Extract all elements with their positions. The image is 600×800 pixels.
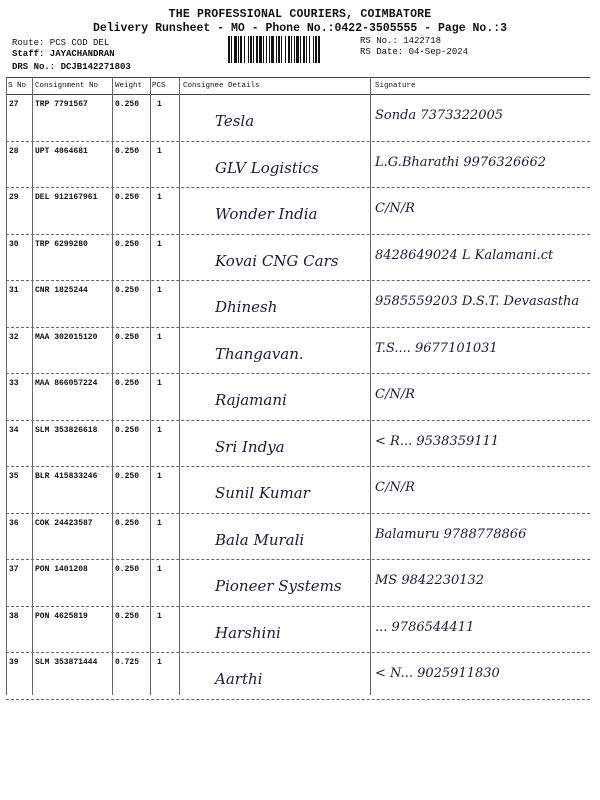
row-weight: 0.250 (115, 146, 140, 156)
row-signature: ... 9786544411 (375, 619, 475, 635)
row-signature: T.S.... 9677101031 (375, 340, 498, 356)
row-pcs: 1 (157, 146, 162, 156)
row-signature: 9585559203 D.S.T. Devasastha (375, 294, 580, 309)
col-rule (32, 77, 33, 695)
row-divider (6, 373, 590, 374)
row-consignee: Wonder India (215, 205, 318, 223)
row-divider (6, 466, 590, 467)
row-sno: 34 (9, 425, 19, 435)
col-consignment: Consignment No (35, 82, 99, 90)
row-sno: 35 (9, 472, 19, 481)
row-consignment-no: BLR 415833246 (35, 472, 98, 481)
row-consignee: Bala Murali (215, 530, 305, 549)
row-consignment-no: CNR 1825244 (35, 286, 88, 295)
barcode-bar (250, 36, 252, 63)
staff-label: Staff: JAYACHANDRAN (12, 49, 115, 59)
row-consignee: Kovai CNG Cars (215, 251, 339, 270)
row-sno: 38 (9, 611, 19, 621)
table-header (0, 78, 600, 94)
barcode-bar (315, 36, 317, 63)
row-weight: 0.250 (115, 239, 140, 249)
row-sno: 28 (9, 146, 19, 156)
row-signature: < N... 9025911830 (375, 666, 500, 681)
col-sno: S No (8, 82, 27, 90)
row-sno: 30 (9, 239, 19, 249)
row-sno: 37 (9, 565, 19, 574)
row-weight: 0.250 (115, 193, 140, 202)
barcode-bar (269, 36, 270, 63)
barcode-bar (313, 36, 314, 63)
row-divider (6, 234, 590, 235)
rs-date: RS Date: 04-Sep-2024 (360, 47, 469, 57)
barcode-bar (238, 36, 239, 63)
barcode-bar (234, 36, 237, 63)
col-signature: Signature (375, 82, 416, 90)
barcode-bar (309, 36, 310, 63)
row-consignee: Sri Indya (215, 437, 285, 456)
row-sno: 33 (9, 379, 19, 388)
row-consignment-no: MAA 866057224 (35, 379, 98, 388)
row-consignee: Harshini (215, 623, 281, 642)
row-pcs: 1 (157, 425, 162, 435)
row-consignment-no: TRP 7791567 (35, 100, 88, 109)
route-label: Route: PCS COD DEL (12, 38, 110, 48)
barcode-bar (263, 36, 264, 63)
row-weight: 0.250 (115, 379, 140, 388)
row-pcs: 1 (157, 658, 162, 667)
col-rule (150, 77, 151, 695)
barcode-bar (303, 36, 305, 63)
barcode-bar (278, 36, 280, 63)
row-signature: < R... 9538359111 (375, 433, 500, 449)
barcode-bar (253, 36, 254, 63)
row-consignment-no: PON 1401208 (35, 565, 88, 574)
barcode-bar (266, 36, 267, 63)
row-consignee: Pioneer Systems (215, 577, 342, 595)
rs-number: RS No.: 1422718 (360, 36, 442, 46)
row-sno: 29 (9, 193, 19, 202)
row-consignment-no: MAA 302015120 (35, 332, 98, 342)
row-signature: C/N/R (375, 480, 415, 495)
drs-number: DRS No.: DCJB142271803 (12, 62, 131, 72)
row-consignment-no: SLM 353871444 (35, 658, 98, 667)
row-signature: 8428649024 L Kalamani.ct (375, 247, 554, 263)
row-weight: 0.250 (115, 611, 140, 621)
barcode-bar (285, 36, 286, 63)
barcode-bar (281, 36, 282, 63)
row-sno: 39 (9, 658, 19, 667)
row-consignee: Sunil Kumar (215, 484, 310, 502)
row-pcs: 1 (157, 518, 162, 528)
row-weight: 0.725 (115, 658, 140, 667)
barcode-bar (244, 36, 245, 63)
row-pcs: 1 (157, 472, 162, 481)
row-consignment-no: DEL 912167961 (35, 193, 98, 202)
barcode-bar (294, 36, 295, 63)
barcode-bar (288, 36, 290, 63)
row-consignment-no: TRP 6299280 (35, 239, 88, 249)
row-consignee: Dhinesh (215, 298, 278, 316)
barcode-bar (276, 36, 277, 63)
barcode-bar (306, 36, 307, 63)
row-pcs: 1 (157, 100, 162, 109)
row-consignment-no: SLM 353826618 (35, 425, 98, 435)
row-divider (6, 141, 590, 142)
col-consignee: Consignee Details (183, 82, 260, 90)
col-rule (6, 77, 7, 695)
row-consignment-no: PON 4625819 (35, 611, 88, 621)
barcode-bar (296, 36, 299, 63)
row-divider (6, 513, 590, 514)
row-pcs: 1 (157, 239, 162, 249)
row-signature: Sonda 7373322005 (375, 108, 504, 123)
row-consignee: GLV Logistics (215, 158, 319, 177)
row-divider (6, 280, 590, 281)
row-divider (6, 652, 590, 653)
barcode-bar (318, 36, 320, 63)
barcode (228, 36, 353, 63)
row-consignee: Aarthi (215, 670, 263, 688)
row-weight: 0.250 (115, 425, 140, 435)
row-sno: 27 (9, 100, 19, 109)
col-rule (370, 77, 371, 695)
row-weight: 0.250 (115, 286, 140, 295)
row-divider (6, 559, 590, 560)
runsheet-subtitle: Delivery Runsheet - MO - Phone No.:0422-3505555 - Page No.:3 (92, 22, 508, 35)
row-pcs: 1 (157, 193, 162, 202)
row-sno: 31 (9, 286, 19, 295)
row-weight: 0.250 (115, 472, 140, 481)
col-rule (112, 77, 113, 695)
row-consignee: Rajamani (215, 391, 287, 409)
row-pcs: 1 (157, 332, 162, 342)
barcode-bar (300, 36, 301, 63)
row-sno: 32 (9, 332, 19, 342)
row-signature: MS 9842230132 (375, 573, 485, 588)
row-divider (6, 187, 590, 188)
company-title: THE PROFESSIONAL COURIERS, COIMBATORE (168, 8, 432, 21)
row-weight: 0.250 (115, 565, 140, 574)
barcode-bar (231, 36, 232, 63)
col-rule (179, 77, 180, 695)
row-weight: 0.250 (115, 518, 140, 528)
row-divider (6, 606, 590, 607)
row-divider (6, 420, 590, 421)
barcode-bar (271, 36, 274, 63)
row-weight: 0.250 (115, 332, 140, 342)
row-weight: 0.250 (115, 100, 140, 109)
row-pcs: 1 (157, 379, 162, 388)
barcode-bar (291, 36, 292, 63)
header-bottom-rule (6, 94, 590, 95)
barcode-bar (248, 36, 249, 63)
barcode-bar (259, 36, 262, 63)
barcode-bar (256, 36, 258, 63)
row-divider (6, 699, 590, 700)
col-pcs: PCS (152, 82, 166, 90)
row-consignee: Thangavan. (215, 344, 304, 363)
row-pcs: 1 (157, 286, 162, 295)
col-weight: Weight (115, 82, 143, 90)
row-sno: 36 (9, 518, 19, 528)
row-consignee: Tesla (215, 112, 255, 130)
row-signature: L.G.Bharathi 9976326662 (375, 154, 547, 170)
row-consignment-no: COK 24423587 (35, 518, 93, 528)
row-signature: C/N/R (375, 387, 415, 402)
row-signature: Balamuru 9788778866 (375, 526, 527, 542)
row-pcs: 1 (157, 611, 162, 621)
row-pcs: 1 (157, 565, 162, 574)
row-divider (6, 327, 590, 328)
barcode-bar (240, 36, 242, 63)
row-consignment-no: UPT 4064681 (35, 146, 88, 156)
row-signature: C/N/R (375, 201, 415, 216)
barcode-bar (228, 36, 230, 63)
